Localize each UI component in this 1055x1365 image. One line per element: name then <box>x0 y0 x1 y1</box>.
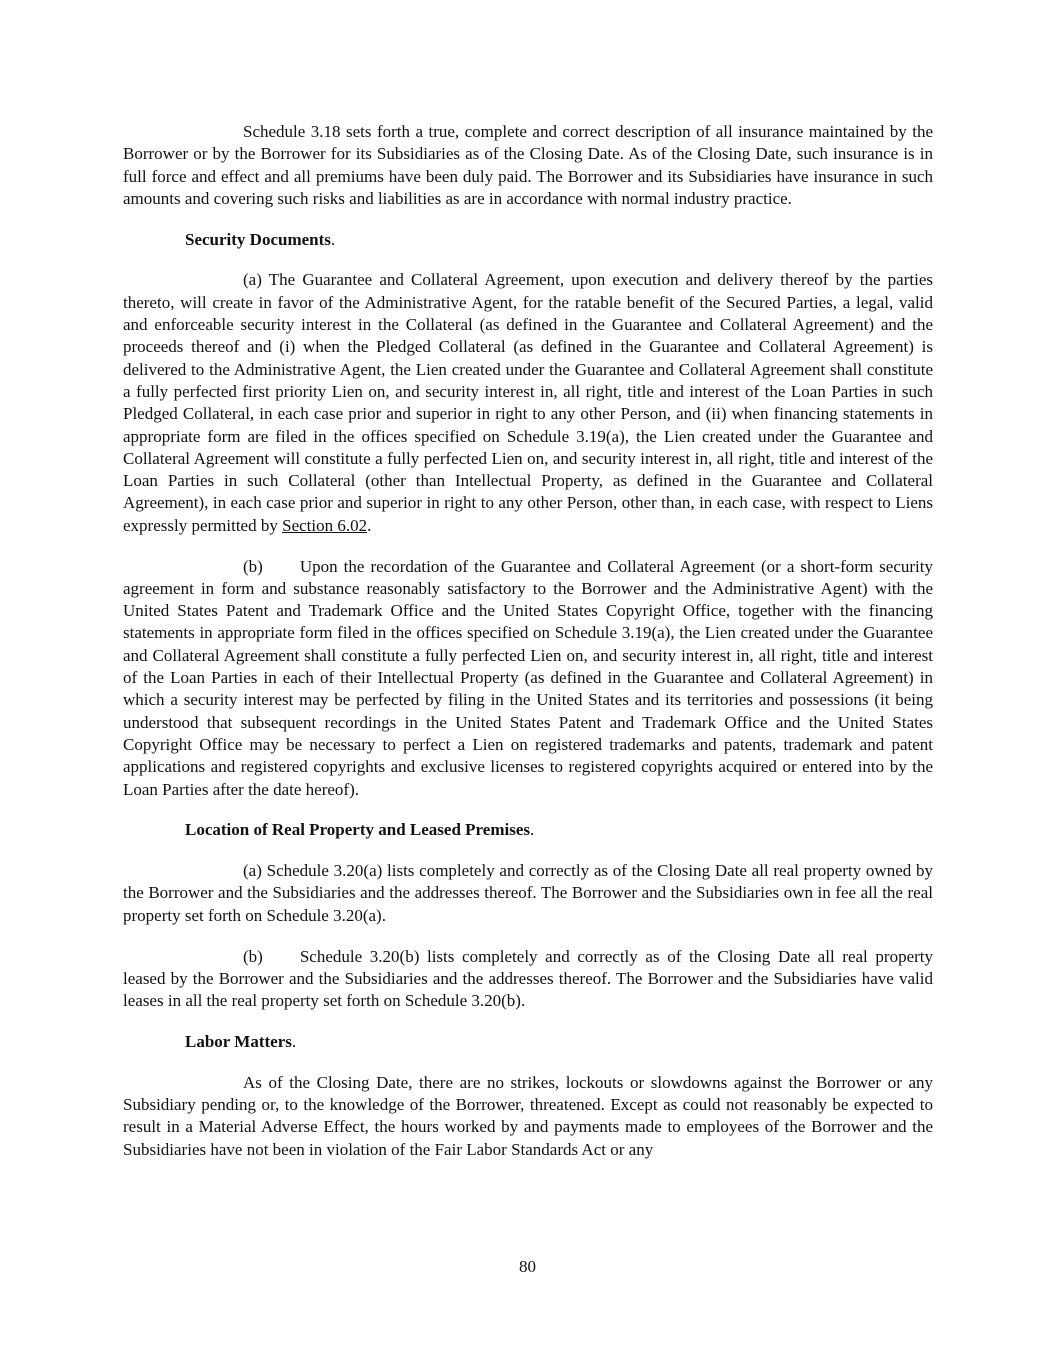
paragraph-security-b-text: Upon the recordation of the Guarantee and Collateral Agreement (or a short-form security agreement in form and substance reasonably satisfactory to the Borrower and the Administrative Agent) with the United States Patent and Trademark Office and the United States Copyright Office, together with the financing statements in appropriate form filed in the offices specified on Schedule 3.19(a), the Lien created under the Guarantee and Collateral Agreement shall constitute a fully perfected Lien on, and security interest in, all right, title and interest of the Loan Parties in each of their Intellectual Property (as defined in the Guarantee and Collateral Agreement) in which a security interest may be perfected by filing in the United States and its territories and possessions (it being understood that subsequent recordings in the United States Patent and Trademark Office and the United States Copyright Office may be necessary to perfect a Lien on registered trademarks and patents, trademark and patent applications and registered copyrights and exclusive licenses to registered copyrights acquired or entered into by the Loan Parties after the date hereof). <box>123 556 933 799</box>
heading-security-documents-period: . <box>330 229 336 249</box>
heading-location-real-property-period: . <box>530 820 535 840</box>
heading-labor-matters-period: . <box>291 1031 297 1051</box>
paragraph-security-a-text: (a) The Guarantee and Collateral Agreement, upon execution and delivery thereof by the parties thereto, will create in favor of the Administrative Agent, for the ratable benefit of the Secured Parties, a legal, valid and enforceable security interest in the Collateral (as defined in the Guarantee and Collateral Agreement) and the proceeds thereof and (i) when the Pledged Collateral (as defined in the Guarantee and Collateral Agreement) is delivered to the Administrative Agent, the Lien created under the Guarantee and Collateral Agreement shall constitute a fully perfected first priority Lien on, and security interest in, all right, title and interest of the Loan Parties in such Pledged Collateral, in each case prior and superior in right to any other Person, and (ii) when financing statements in appropriate form are filed in the offices specified on Schedule 3.19(a), the Lien created under the Guarantee and Collateral Agreement will constitute a fully perfected Lien on, and security interest in, all right, title and interest of the Loan Parties in such Collateral (other than Intellectual Property, as defined in the Guarantee and Collateral Agreement), in each case prior and superior in right to any other Person, other than, in each case, with respect to Liens expressly permitted by <box>123 270 933 535</box>
paragraph-real-property-b-text: Schedule 3.20(b) lists completely and correctly as of the Closing Date all real property leased by the Borrower and the Subsidiaries and the addresses thereof. The Borrower and the Subsidiaries have valid leases in all the real property set forth on Schedule 3.20(b). <box>123 946 933 1011</box>
paragraph-security-a <box>123 269 933 537</box>
heading-location-real-property-label: Location of Real Property and Leased Premises <box>185 820 530 840</box>
section-6-02-reference: Section 6.02 <box>282 515 368 535</box>
heading-security-documents-label: Security Documents <box>185 229 331 249</box>
paragraph-security-b <box>123 556 933 801</box>
paragraph-insurance: Schedule 3.18 sets forth a true, complete and correct description of all insurance maintained by the Borrower or by the Borrower for its Subsidiaries as of the Closing Date. As of the Closing Date, such insurance is in full force and effect and all premiums have been duly paid. The Borrower and its Subsidiaries have insurance in such amounts and covering such risks and liabilities as are in accordance with normal industry practice. <box>123 122 933 208</box>
heading-location-real-property <box>123 819 933 841</box>
paragraph-security-a-end: . <box>367 515 372 535</box>
heading-labor-matters <box>123 1031 933 1053</box>
paragraph-labor-matters: As of the Closing Date, there are no strikes, lockouts or slowdowns against the Borrower or any Subsidiary pending or, to the knowledge of the Borrower, threatened. Except as could not reasonably be expected to result in a Material Adverse Effect, the hours worked by and payments made to employees of the Borrower and the Subsidiaries have not been in violation of the Fair Labor Standards Act or any <box>123 1072 933 1159</box>
paragraph-real-property-b-marker: (b) <box>243 946 263 966</box>
document-body <box>123 121 933 1179</box>
page-number: 80 <box>519 1257 536 1276</box>
paragraph-security-b-marker: (b) <box>243 556 263 576</box>
heading-labor-matters-label: Labor Matters <box>185 1031 292 1051</box>
heading-security-documents <box>123 229 933 251</box>
paragraph-real-property-b <box>123 946 933 1013</box>
paragraph-real-property-a: (a) Schedule 3.20(a) lists completely and correctly as of the Closing Date all real property owned by the Borrower and the Subsidiaries and the addresses thereof. The Borrower and the Subsidiaries own in fee all the real property set forth on Schedule 3.20(a). <box>123 861 933 925</box>
